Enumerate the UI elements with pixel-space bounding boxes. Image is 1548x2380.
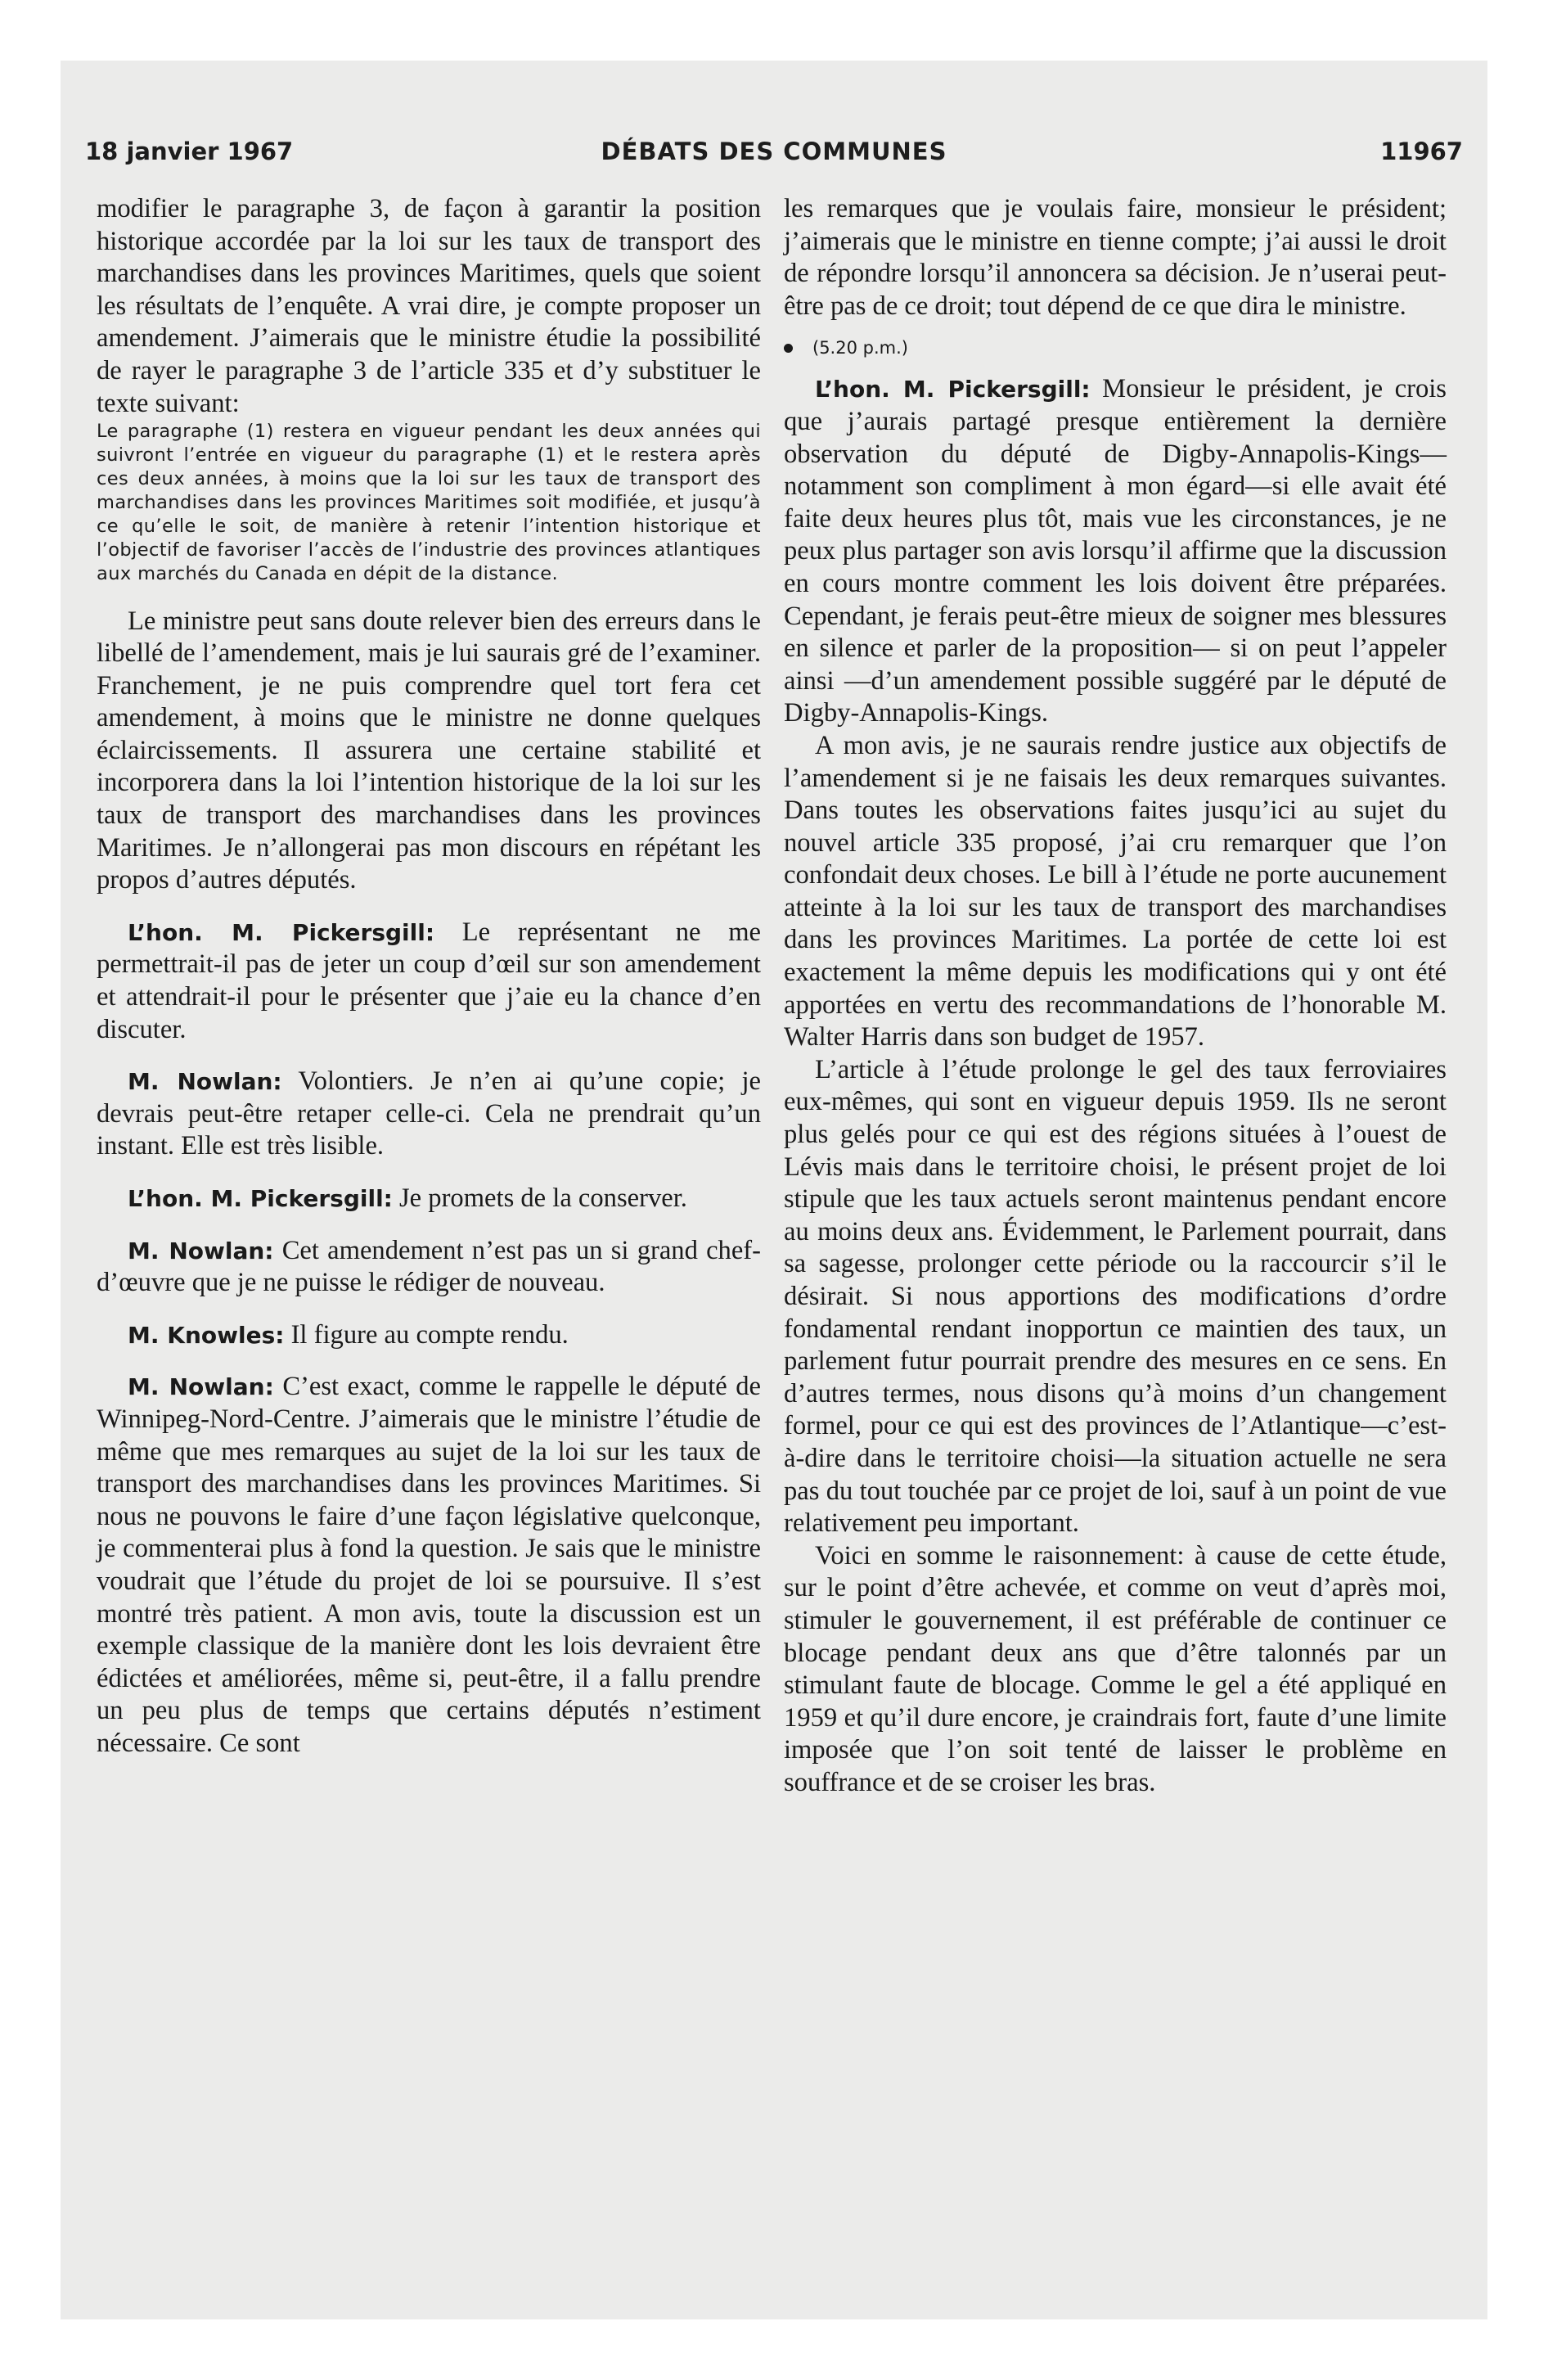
paragraph: A mon avis, je ne saurais rendre justice aux objectifs de l’amendement si je ne faisais les deux remarques suivantes. Dans toutes les observations faites jusqu’ici au sujet du nouvel article 335 proposé, j’ai cru remarquer que l’on confondait deux choses. Le bill à l’étude ne porte aucunement atteinte à la loi sur les taux de transport des marchandises dans les provinces Maritimes. La portée de cette loi est exactement la même depuis les modifications qui y ont été apportées en vertu des recommandations de l’honorable M. Walter Harris dans son budget de 1957.	[784, 730, 1447, 1053]
speech-text: Monsieur le président, je crois que j’aurais partagé presque entièrement la dernière observation du député de Digby-Annapolis-Kings—notamment son compliment à mon égard—si elle avait été faite deux heures plus tôt, mais vue les circonstances, je ne peux plus partager son avis lorsqu’il affirme que la discussion en cours montre comment les lois doivent être préparées. Cependant, je ferais peut-être mieux de soigner mes blessures en silence et parler de la proposition— si on peut l’appeler ainsi —d’un amendement possible suggéré par le député de Digby-Annapolis-Kings.	[784, 374, 1447, 728]
speech	[97, 1183, 761, 1215]
speaker-name: L’hon. M. Pickersgill:	[128, 1185, 393, 1212]
speech	[97, 1235, 761, 1300]
speech-text: Le représentant ne me permettrait-il pas de jeter un coup d’œil sur son amendement et attendrait-il pour le présenter que j’aie eu la chance d’en discuter.	[97, 917, 761, 1044]
header-page-number: 11967	[1380, 137, 1463, 165]
speaker-name: M. Knowles:	[128, 1321, 285, 1349]
speech	[784, 373, 1447, 730]
speech	[97, 917, 761, 1046]
left-column	[97, 193, 761, 1760]
paragraph: Voici en somme le raisonnement: à cause de cette étude, sur le point d’être achevée, et comme on veut d’après moi, stimuler le gouvernement, il est préférable de continuer ce blocage pendant deux ans que d’être talonnés par un stimulant faute de blocage. Comme le gel a été appliqué en 1959 et qu’il dure encore, je craindrais fort, faute d’une limite imposée que l’on soit tenté de laisser le problème en souffrance et de se croiser les bras.	[784, 1540, 1447, 1797]
speaker-name: L’hon. M. Pickersgill:	[128, 918, 435, 946]
speaker-name: M. Nowlan:	[128, 1373, 274, 1401]
paragraph: modifier le paragraphe 3, de façon à garantir la position historique accordée par la loi sur les taux de transport des marchandises dans les provinces Maritimes, quels que soient les résultats de l’enquête. A vrai dire, je compte proposer un amendement. J’aimerais que le ministre étudie la possibilité de rayer le paragraphe 3 de l’article 335 et d’y substituer le texte suivant:	[97, 194, 761, 418]
time-stamp-text: (5.20 p.m.)	[812, 338, 908, 358]
header-date: 18 janvier 1967	[85, 137, 294, 165]
paragraph: Le ministre peut sans doute relever bien des erreurs dans le libellé de l’amendement, mais je lui saurais gré de l’examiner. Franchement, je ne puis comprendre quel tort fera cet amendement, à moins que le ministre ne donne quelques éclaircissements. Il assurera une certaine stabilité et incorporera dans la loi l’intention historique de la loi sur les taux de transport des marchandises dans les provinces Maritimes. Je n’allongerai pas mon discours en répétant les propos d’autres députés.	[97, 606, 761, 895]
speaker-name: M. Nowlan:	[128, 1068, 282, 1096]
header-title: DÉBATS DES COMMUNES	[601, 137, 947, 165]
speaker-name: M. Nowlan:	[128, 1237, 274, 1264]
page-header	[85, 137, 1463, 174]
speaker-name: L’hon. M. Pickersgill:	[815, 376, 1091, 403]
time-stamp	[784, 336, 1447, 360]
bullet-icon	[784, 344, 793, 353]
speech	[97, 1371, 761, 1760]
speech-text: Je promets de la conserver.	[392, 1183, 687, 1213]
speech-text: Il figure au compte rendu.	[284, 1319, 569, 1350]
speech	[97, 1066, 761, 1163]
paragraph: L’article à l’étude prolonge le gel des taux ferroviaires eux-mêmes, qui sont en vigueur depuis 1959. Ils ne seront plus gelés pour ce qui est des régions situées à l’ouest de Lévis mais dans le territoire choisi, le présent projet de loi stipule que les taux actuels seront maintenus pendant encore au moins deux ans. Évidemment, le Parlement pourrait, dans sa sagesse, prolonger cette période ou la raccourcir s’il le désirait. Si nous apportions des modifications d’ordre fondamental rendant inopportun ce maintien des taux, un parlement futur pourrait prendre des mesures en ce sens. En d’autres termes, nous disons qu’à moins d’un changement formel, pour ce qui est des provinces de l’Atlantique—c’est-à-dire dans le territoire choisi—la situation actuelle ne sera pas du tout touchée par ce projet de loi, sauf à un point de vue relativement peu important.	[784, 1054, 1447, 1539]
speech-text: C’est exact, comme le rappelle le député de Winnipeg-Nord-Centre. J’aimerais que le ministre l’étudie de même que mes remarques au sujet de la loi sur les taux de transport des marchandises dans les provinces Maritimes. Si nous ne pouvons le faire d’une façon législative quelconque, je commenterai plus à fond la question. Je sais que le ministre voudrait que l’étude du projet de loi se poursuive. Il s’est montré très patient. A mon avis, toute la discussion est un exemple classique de la manière dont les lois devraient être édictées et améliorées, même si, peut-être, il a fallu prendre un peu plus de temps que certains députés n’estiment nécessaire. Ce sont	[97, 1372, 761, 1758]
quoted-amendment: Le paragraphe (1) restera en vigueur pendant les deux années qui suivront l’entrée en vigueur du paragraphe (1) et le restera après ces deux années, à moins que la loi sur les taux de transport des marchandises dans les provinces Maritimes soit modifiée, et jusqu’à ce qu’elle le soit, de manière à retenir l’intention historique et l’objectif de favoriser l’accès de l’industrie des provinces atlantiques aux marchés du Canada en dépit de la distance.	[97, 421, 761, 584]
speech-text: Volontiers. Je n’en ai qu’une copie; je devrais peut-être retaper celle-ci. Cela ne prendrait qu’un instant. Elle est très lisible.	[97, 1066, 761, 1161]
speech	[97, 1319, 761, 1352]
speech-text: Cet amendement n’est pas un si grand chef-d’œuvre que je ne puisse le rédiger de nouveau.	[97, 1235, 761, 1298]
paragraph: les remarques que je voulais faire, monsieur le président; j’aimerais que le ministre en tienne compte; j’ai aussi le droit de répondre lorsqu’il annoncera sa décision. Je n’userai peut-être pas de ce droit; tout dépend de ce que dira le ministre.	[784, 194, 1447, 321]
right-column	[784, 193, 1447, 1800]
